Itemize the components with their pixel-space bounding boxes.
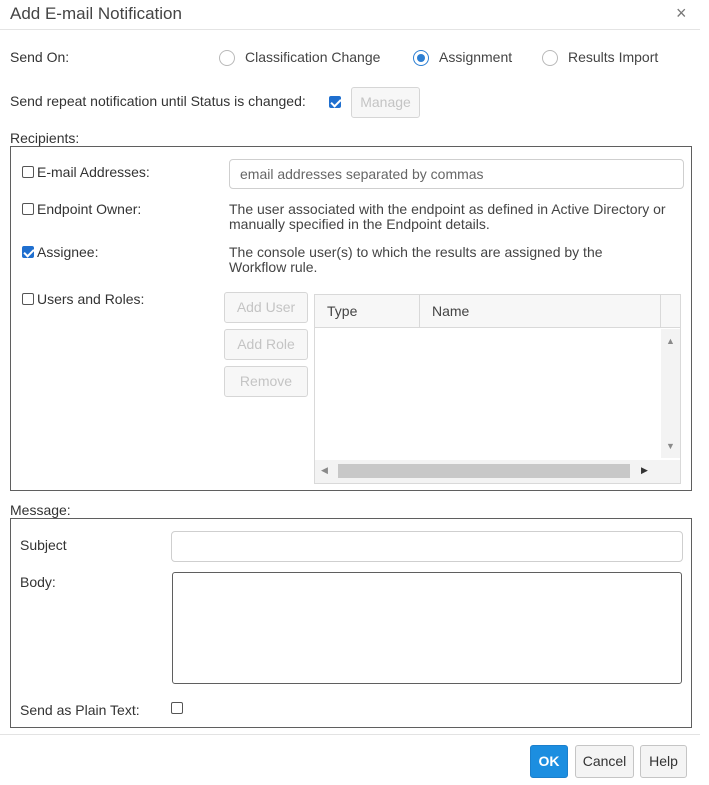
radio-classification-change[interactable] [219, 50, 235, 66]
users-roles-checkbox[interactable] [22, 293, 34, 305]
message-legend: Message: [10, 502, 71, 518]
vertical-scrollbar[interactable] [661, 329, 680, 458]
assignee-label: Assignee: [37, 244, 99, 260]
scroll-left-icon[interactable]: ◀ [321, 465, 328, 475]
plain-text-label: Send as Plain Text: [20, 702, 140, 718]
radio-assignment[interactable] [413, 50, 429, 66]
dialog-titlebar [0, 0, 700, 30]
repeat-notification-checkbox[interactable] [329, 96, 341, 108]
email-addresses-label: E-mail Addresses: [37, 164, 150, 180]
endpoint-owner-checkbox[interactable] [22, 203, 34, 215]
assignee-checkbox[interactable] [22, 246, 34, 258]
plain-text-checkbox[interactable] [171, 702, 183, 714]
horizontal-scrollbar[interactable] [315, 460, 680, 483]
add-user-button[interactable]: Add User [224, 292, 308, 323]
endpoint-owner-label: Endpoint Owner: [37, 201, 142, 217]
send-on-label: Send On: [10, 49, 70, 65]
ok-button[interactable]: OK [530, 745, 568, 778]
assignee-description: The console user(s) to which the results are assigned by the Workflow rule. [229, 244, 603, 275]
recipients-legend: Recipients: [10, 130, 80, 146]
radio-classification-change-label[interactable]: Classification Change [245, 49, 381, 65]
body-label: Body: [20, 574, 56, 590]
radio-results-import[interactable] [542, 50, 558, 66]
scroll-down-icon[interactable]: ▼ [666, 441, 675, 451]
footer-divider [0, 734, 700, 735]
users-roles-label: Users and Roles: [37, 291, 145, 307]
manage-button[interactable]: Manage [351, 87, 420, 118]
help-button[interactable]: Help [640, 745, 687, 778]
endpoint-owner-description: The user associated with the endpoint as defined in Active Directory or manually specified in the Endpoint details. [229, 201, 666, 232]
radio-results-import-label[interactable]: Results Import [568, 49, 659, 65]
column-header-type[interactable]: Type [315, 295, 420, 328]
email-addresses-checkbox[interactable] [22, 166, 34, 178]
grid-header [315, 295, 680, 328]
email-addresses-input[interactable] [229, 159, 684, 189]
repeat-notification-label: Send repeat notification until Status is changed: [10, 93, 306, 109]
radio-assignment-label[interactable]: Assignment [439, 49, 513, 65]
column-header-name[interactable]: Name [420, 295, 661, 328]
cancel-button[interactable]: Cancel [575, 745, 634, 778]
body-textarea[interactable] [172, 572, 682, 684]
dialog-title: Add E-mail Notification [10, 4, 182, 23]
scroll-up-icon[interactable]: ▲ [666, 336, 675, 346]
scroll-right-icon[interactable]: ▶ [641, 465, 648, 475]
close-icon[interactable]: × [676, 3, 687, 23]
horizontal-scroll-thumb[interactable] [338, 464, 630, 478]
remove-button[interactable]: Remove [224, 366, 308, 397]
users-roles-grid[interactable] [314, 294, 681, 484]
add-role-button[interactable]: Add Role [224, 329, 308, 360]
subject-input[interactable] [171, 531, 683, 562]
subject-label: Subject [20, 537, 67, 553]
